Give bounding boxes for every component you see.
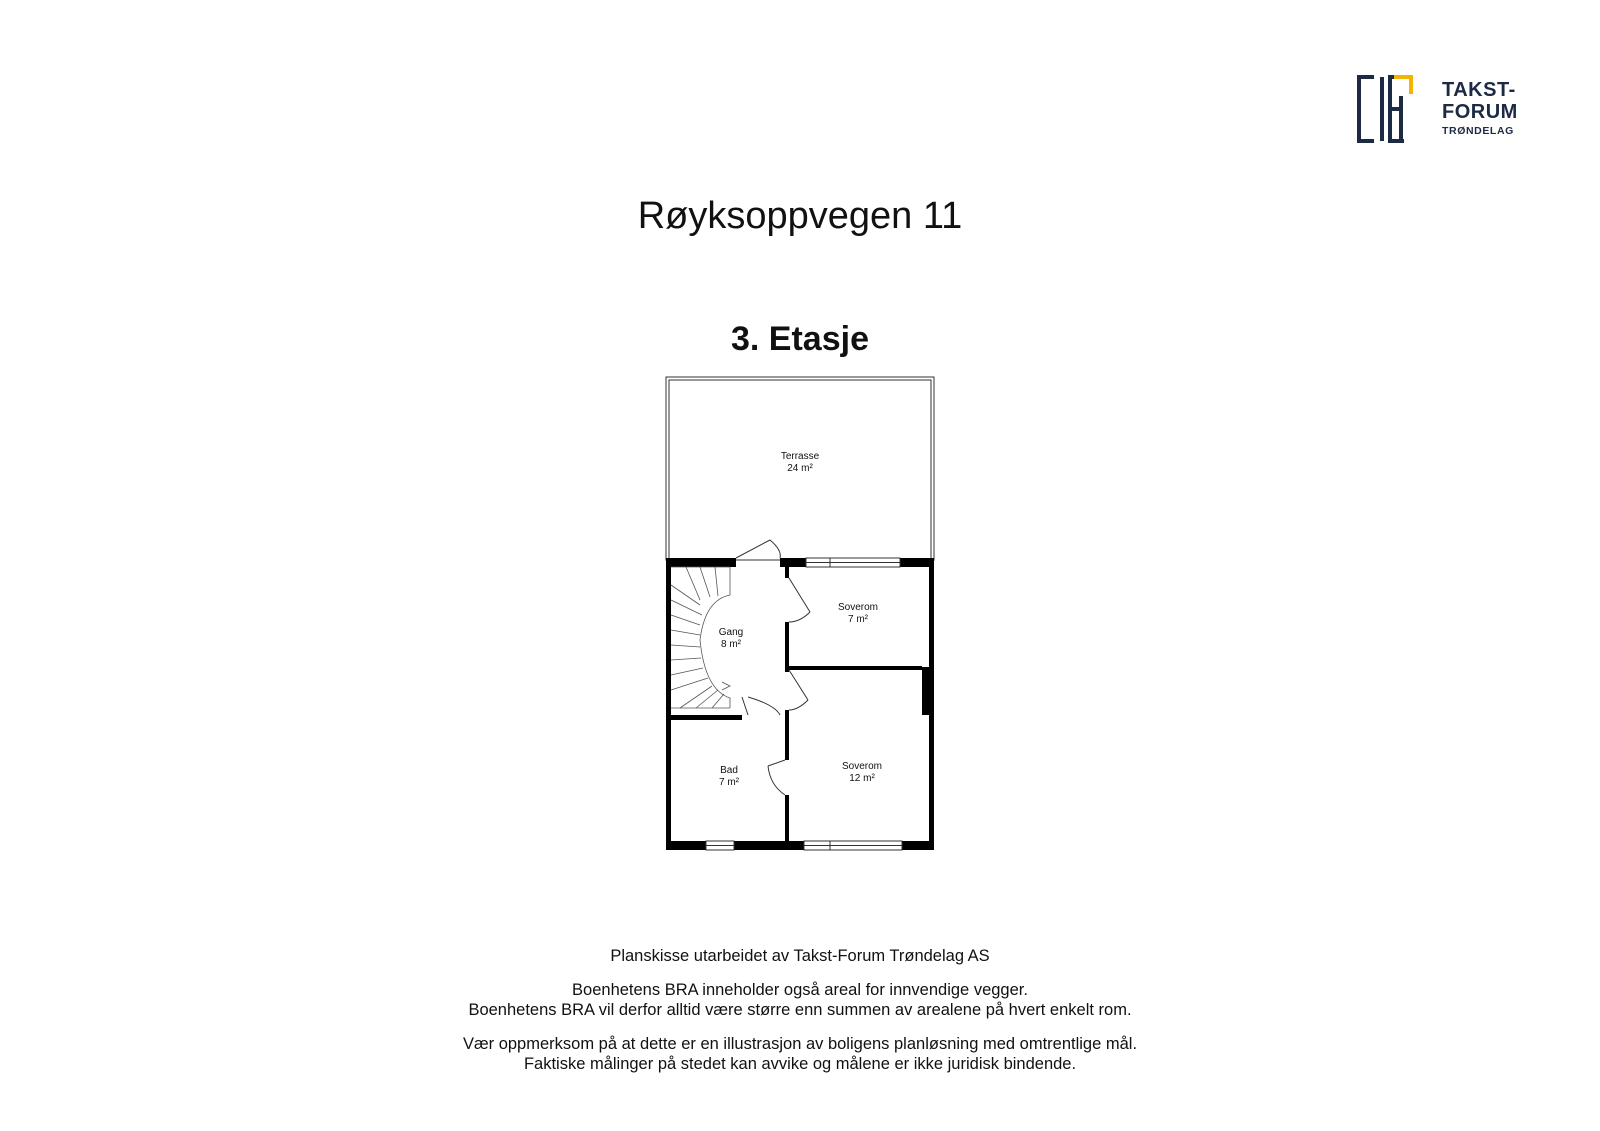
room-area: 12 m² xyxy=(849,773,875,784)
bra-note-2: Boenhetens BRA vil derfor alltid være større enn summen av arealene på hvert enkelt rom. xyxy=(468,1001,1132,1019)
room-label-soverom-large xyxy=(842,761,882,784)
bra-note-1: Boenhetens BRA inneholder også areal for innvendige vegger. xyxy=(572,981,1028,999)
room-label-terrasse xyxy=(781,451,820,474)
room-area: 7 m² xyxy=(719,777,739,788)
disclaimer-2: Faktiske målinger på stedet kan avvike og målene er ikke juridisk bindende. xyxy=(523,1055,1077,1073)
room-label-bad xyxy=(719,765,740,788)
room-name: Soverom xyxy=(837,602,879,613)
interior-walls xyxy=(666,567,922,841)
credit-text: Planskisse utarbeidet av Takst-Forum Trøndelag AS xyxy=(610,947,990,965)
room-name: Bad xyxy=(720,765,738,776)
room-area: 8 m² xyxy=(721,639,741,650)
disclaimer-1: Vær oppmerksom på at dette er en illustrasjon av boligens planløsning med omtrentlige mål. xyxy=(462,1035,1138,1053)
room-area: 7 m² xyxy=(848,614,868,625)
room-label-gang xyxy=(719,627,743,650)
logo-line-2: FORUM xyxy=(1442,101,1518,123)
room-name: Soverom xyxy=(841,761,883,772)
notes xyxy=(0,946,1600,1074)
room-name: Gang xyxy=(718,627,744,638)
logo-line-1: TAKST- xyxy=(1442,79,1516,101)
room-label-soverom-small xyxy=(838,602,878,625)
page-title: Røyksoppvegen 11 xyxy=(637,195,963,237)
exterior-walls xyxy=(666,558,934,850)
room-area: 24 m² xyxy=(787,463,813,474)
room-name: Terrasse xyxy=(780,451,820,462)
floor-title: 3. Etasje xyxy=(731,320,869,358)
logo-line-3: TRØNDELAG xyxy=(1442,125,1514,137)
